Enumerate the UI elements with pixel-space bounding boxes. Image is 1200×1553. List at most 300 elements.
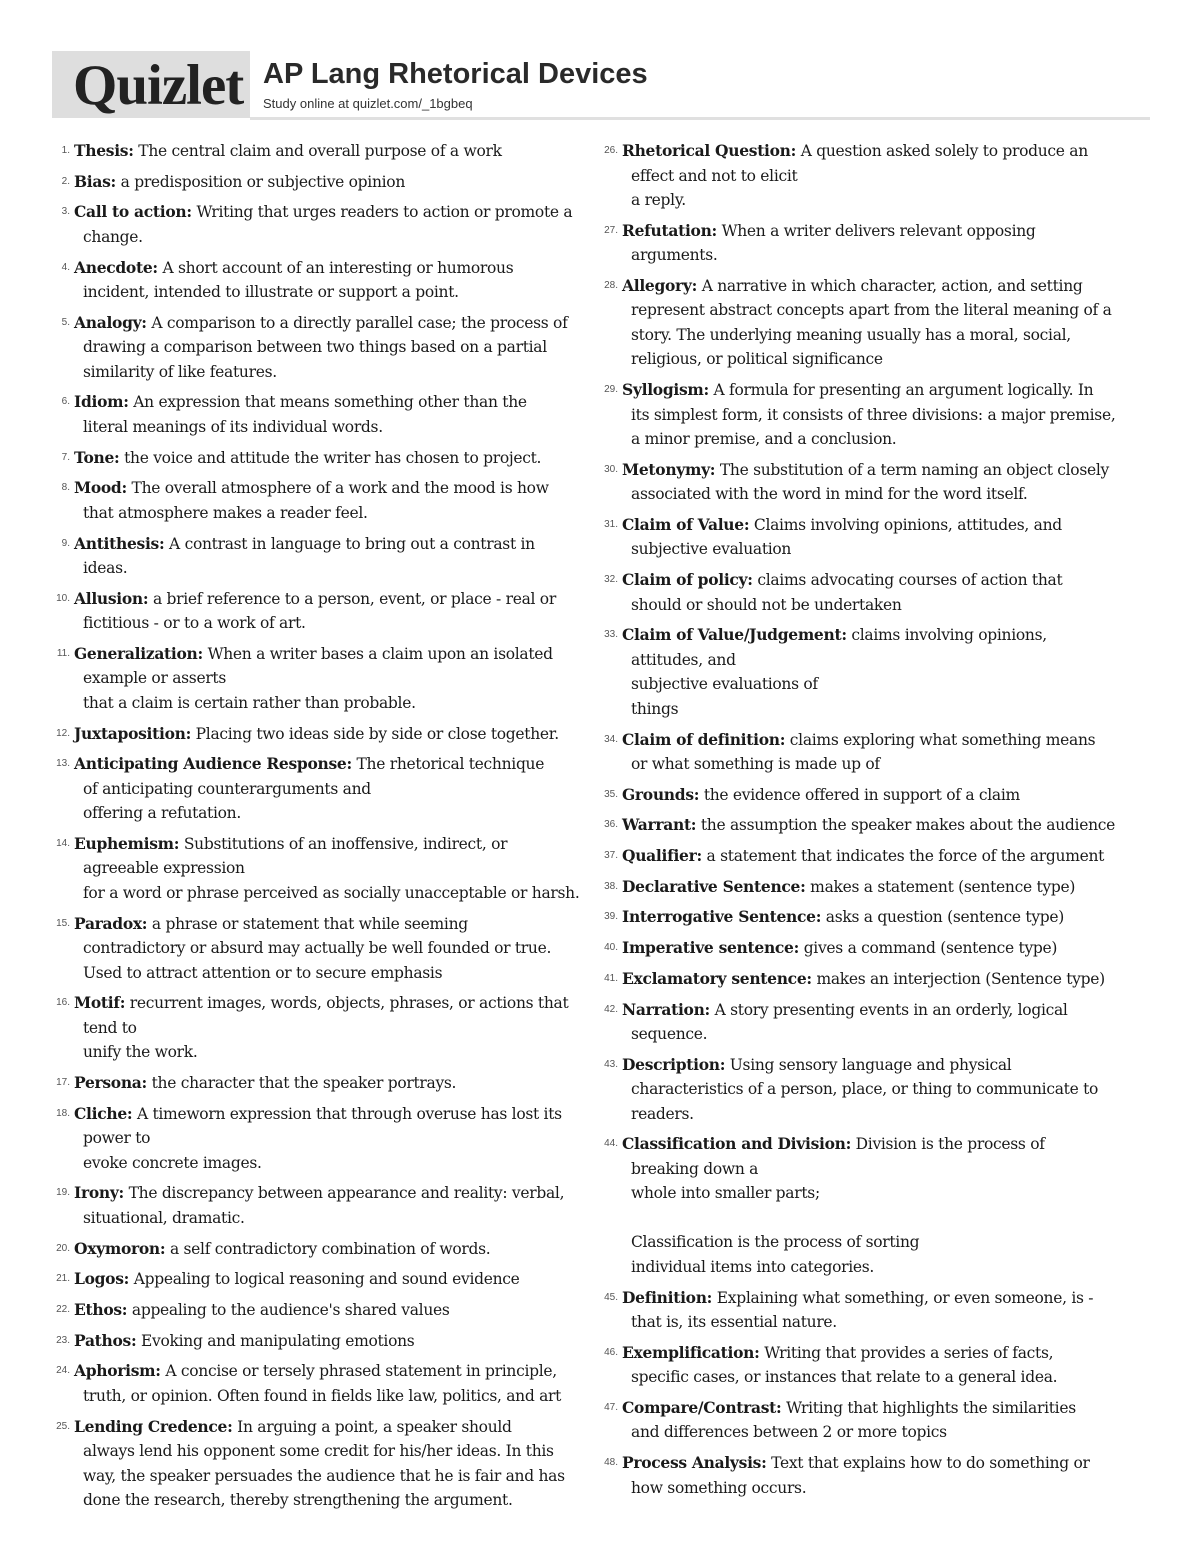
term-name: Claim of Value/Judgement: xyxy=(622,625,847,645)
entry-number: 36. xyxy=(604,819,618,831)
term-entry xyxy=(598,378,1158,452)
term-name: Pathos: xyxy=(74,1330,137,1350)
entry-body xyxy=(622,998,1158,1047)
term-name: Description: xyxy=(622,1054,726,1074)
term-entry xyxy=(50,1267,590,1292)
term-definition: a predisposition or subjective opinion xyxy=(120,172,406,191)
entry-body xyxy=(622,458,1158,507)
entry-number: 13. xyxy=(56,758,70,770)
term-definition: The overall atmosphere of a work and the mood is how xyxy=(131,479,549,498)
term-definition: a brief reference to a person, event, or place - real or xyxy=(152,589,556,608)
entry-number: 23. xyxy=(56,1334,70,1346)
term-entry xyxy=(50,139,590,164)
entry-first-line xyxy=(622,875,1158,900)
term-entry xyxy=(598,568,1158,617)
entry-first-line xyxy=(622,844,1158,869)
term-definition: claims advocating courses of action that xyxy=(757,571,1063,590)
entry-number: 43. xyxy=(604,1058,618,1070)
entry-body xyxy=(74,722,590,747)
entry-continuation-line: things xyxy=(631,699,679,718)
entry-continuation-line: individual items into categories. xyxy=(631,1257,875,1276)
entry-number: 15. xyxy=(56,917,70,929)
term-entry xyxy=(598,728,1158,777)
entry-continuation-line: arguments. xyxy=(631,246,718,265)
entry-number: 29. xyxy=(604,384,618,396)
entry-continuation-line: characteristics of a person, place, or thing to communicate to xyxy=(631,1080,1099,1099)
entry-first-line xyxy=(622,513,1158,538)
entry-continuation-line: for a word or phrase perceived as socially unacceptable or harsh. xyxy=(83,883,580,902)
term-name: Syllogism: xyxy=(622,380,709,400)
entry-number: 30. xyxy=(604,463,618,475)
entry-number: 32. xyxy=(604,574,618,586)
entry-first-line xyxy=(622,905,1158,930)
entry-continuation-line: that a claim is certain rather than probable. xyxy=(83,693,416,712)
term-name: Irony: xyxy=(74,1183,124,1203)
entry-first-line xyxy=(622,139,1158,164)
term-name: Aphorism: xyxy=(74,1361,161,1381)
entry-continuation-line: subjective evaluation xyxy=(631,540,792,559)
term-name: Rhetorical Question: xyxy=(622,141,797,160)
entry-number: 6. xyxy=(61,396,70,408)
entry-body xyxy=(622,967,1158,992)
entry-number: 41. xyxy=(604,972,618,984)
term-definition: The substitution of a term naming an object closely xyxy=(719,460,1109,479)
entry-body xyxy=(622,936,1158,961)
entry-first-line xyxy=(74,912,590,937)
entry-continuation-line: of anticipating counterarguments and xyxy=(83,779,371,798)
entry-first-line xyxy=(622,378,1158,403)
term-entry xyxy=(598,1451,1158,1500)
entry-first-line xyxy=(74,1329,590,1354)
term-name: Qualifier: xyxy=(622,846,702,866)
term-name: Definition: xyxy=(622,1287,713,1307)
term-definition: Explaining what something, or even someone, is - xyxy=(716,1288,1094,1307)
entry-first-line xyxy=(74,139,590,164)
entry-first-line xyxy=(622,967,1158,992)
entry-number: 38. xyxy=(604,880,618,892)
entry-first-line xyxy=(74,1071,590,1096)
entry-number: 28. xyxy=(604,279,618,291)
entry-body xyxy=(622,783,1158,808)
entry-continuation-line: Used to attract attention or to secure emphasis xyxy=(83,963,443,982)
entry-continuation-line: that is, its essential nature. xyxy=(631,1313,837,1332)
entry-body xyxy=(74,1329,590,1354)
entry-first-line xyxy=(622,623,1158,648)
term-entry xyxy=(598,1053,1158,1127)
entry-continuation-line: effect and not to elicit xyxy=(631,166,798,185)
entry-number: 48. xyxy=(604,1457,618,1469)
entry-body xyxy=(622,728,1158,777)
term-entry xyxy=(598,219,1158,268)
term-entry xyxy=(598,998,1158,1047)
term-name: Interrogative Sentence: xyxy=(622,907,822,927)
entry-continuation-line: or what something is made up of xyxy=(631,755,880,773)
entry-body xyxy=(622,568,1158,617)
term-definition: Writing that urges readers to action or promote a xyxy=(196,203,573,222)
term-name: Generalization: xyxy=(74,643,203,663)
entry-first-line xyxy=(622,1132,1158,1157)
entry-body xyxy=(622,378,1158,452)
entry-body xyxy=(74,1298,590,1323)
term-name: Claim of definition: xyxy=(622,729,786,749)
entry-first-line xyxy=(74,1298,590,1323)
entry-body xyxy=(74,832,590,906)
entry-first-line xyxy=(74,1181,590,1206)
entry-body xyxy=(622,274,1158,372)
entry-body xyxy=(622,813,1158,838)
entry-number: 18. xyxy=(56,1107,70,1119)
header-divider xyxy=(250,117,1150,120)
entry-continuation-line: specific cases, or instances that relate to a general idea. xyxy=(631,1368,1058,1387)
term-entry xyxy=(50,256,590,305)
entry-continuation-line: readers. xyxy=(631,1104,694,1123)
term-entry xyxy=(50,1102,590,1176)
entry-body xyxy=(74,200,590,249)
term-entry xyxy=(598,274,1158,372)
entry-first-line xyxy=(74,752,590,777)
term-entry xyxy=(50,1359,590,1408)
entry-body xyxy=(622,1132,1158,1279)
term-definition: A short account of an interesting or humorous xyxy=(162,258,514,277)
entry-number: 42. xyxy=(604,1003,618,1015)
term-definition: A narrative in which character, action, and setting xyxy=(701,276,1083,295)
term-definition: claims exploring what something means xyxy=(789,730,1096,749)
term-name: Declarative Sentence: xyxy=(622,876,806,896)
entry-body xyxy=(74,1181,590,1230)
term-definition: When a writer bases a claim upon an isolated xyxy=(207,644,553,663)
entry-number: 12. xyxy=(56,727,70,739)
entry-continuation-line: example or asserts xyxy=(83,669,227,688)
term-entry xyxy=(50,200,590,249)
term-entry xyxy=(598,783,1158,808)
entry-number: 4. xyxy=(61,261,70,273)
quizlet-logo: Quizlet xyxy=(73,54,244,117)
term-definition: the character that the speaker portrays. xyxy=(151,1074,457,1092)
term-definition: An expression that means something other than the xyxy=(133,393,527,412)
entry-number: 3. xyxy=(61,206,70,218)
right-column xyxy=(598,139,1158,1500)
entry-first-line xyxy=(74,1359,590,1384)
term-name: Anticipating Audience Response: xyxy=(74,754,352,774)
term-entry xyxy=(598,458,1158,507)
entry-continuation-line: offering a refutation. xyxy=(83,804,241,823)
term-name: Euphemism: xyxy=(74,833,180,853)
term-entry xyxy=(598,1286,1158,1335)
entry-number: 46. xyxy=(604,1346,618,1358)
term-entry xyxy=(50,991,590,1065)
entry-number: 44. xyxy=(604,1138,618,1150)
term-entry xyxy=(50,1415,590,1513)
entry-number: 11. xyxy=(56,647,70,659)
entry-number: 7. xyxy=(61,451,70,463)
entry-first-line xyxy=(74,1267,590,1292)
entry-continuation-line: sequence. xyxy=(631,1025,708,1043)
entry-body xyxy=(74,991,590,1065)
term-definition: A concise or tersely phrased statement in principle, xyxy=(165,1362,557,1381)
term-entry xyxy=(50,722,590,747)
term-name: Allegory: xyxy=(622,275,698,295)
entry-continuation-line: truth, or opinion. Often found in fields like law, politics, and art xyxy=(83,1386,562,1405)
entry-continuation-line: drawing a comparison between two things based on a partial xyxy=(83,338,547,357)
entry-first-line xyxy=(74,722,590,747)
entry-continuation-line: should or should not be undertaken xyxy=(631,595,902,614)
entry-continuation-line: power to xyxy=(83,1129,151,1148)
term-definition: Evoking and manipulating emotions xyxy=(141,1331,415,1350)
entry-number: 24. xyxy=(56,1365,70,1377)
entry-continuation-line: evoke concrete images. xyxy=(83,1153,262,1172)
entry-body xyxy=(74,476,590,525)
entry-number: 47. xyxy=(604,1401,618,1413)
entry-continuation-line: whole into smaller parts; xyxy=(631,1184,820,1203)
entry-first-line xyxy=(74,311,590,336)
term-entry xyxy=(598,813,1158,838)
entry-body xyxy=(74,752,590,826)
entry-first-line xyxy=(74,587,590,612)
term-name: Imperative sentence: xyxy=(622,938,800,958)
term-definition: Claims involving opinions, attitudes, and xyxy=(753,515,1062,534)
term-definition: claims involving opinions, xyxy=(851,626,1047,645)
entry-first-line xyxy=(622,1396,1158,1421)
entry-continuation-line: way, the speaker persuades the audience that he is fair and has xyxy=(83,1466,565,1485)
entry-first-line xyxy=(74,170,590,195)
entry-number: 27. xyxy=(604,224,618,236)
term-definition: recurrent images, words, objects, phrases, or actions that xyxy=(129,994,569,1013)
term-definition: Division is the process of xyxy=(855,1135,1045,1154)
term-definition: A comparison to a directly parallel case; the process of xyxy=(151,313,568,332)
term-name: Idiom: xyxy=(74,392,129,412)
entry-first-line xyxy=(622,458,1158,483)
entry-number: 22. xyxy=(56,1303,70,1315)
term-entry xyxy=(598,513,1158,562)
entry-body xyxy=(74,1071,590,1096)
document-title: AP Lang Rhetorical Devices xyxy=(263,58,648,90)
entry-first-line xyxy=(74,1237,590,1262)
entry-first-line xyxy=(74,476,590,501)
term-entry xyxy=(598,1396,1158,1445)
term-definition: Writing that highlights the similarities xyxy=(786,1398,1076,1417)
entry-number: 9. xyxy=(61,537,70,549)
entry-body xyxy=(622,875,1158,900)
entry-first-line xyxy=(74,446,590,471)
term-entry xyxy=(50,642,590,716)
entry-first-line xyxy=(622,1341,1158,1366)
entry-first-line xyxy=(622,936,1158,961)
entry-body xyxy=(622,513,1158,562)
term-name: Antithesis: xyxy=(74,533,165,553)
term-entry xyxy=(598,936,1158,961)
entry-body xyxy=(74,1415,590,1513)
entry-body xyxy=(622,1053,1158,1127)
term-name: Compare/Contrast: xyxy=(622,1397,782,1417)
term-definition: Substitutions of an inoffensive, indirect, or xyxy=(183,834,508,853)
term-name: Tone: xyxy=(74,447,120,467)
term-entry xyxy=(50,532,590,581)
term-definition: A story presenting events in an orderly, logical xyxy=(714,1000,1068,1019)
entry-continuation-line: attitudes, and xyxy=(631,650,736,669)
entry-body xyxy=(622,844,1158,869)
entry-continuation-line: always lend his opponent some credit for his/her ideas. In this xyxy=(83,1442,554,1460)
entry-number: 39. xyxy=(604,911,618,923)
term-name: Motif: xyxy=(74,993,126,1013)
term-entry xyxy=(598,967,1158,992)
entry-number: 21. xyxy=(56,1273,70,1285)
term-name: Ethos: xyxy=(74,1299,128,1319)
entry-continuation-line: a reply. xyxy=(631,191,686,209)
entry-body xyxy=(622,1341,1158,1390)
entry-body xyxy=(74,446,590,471)
entry-number: 31. xyxy=(604,518,618,530)
term-definition: appealing to the audience's shared values xyxy=(131,1300,450,1319)
term-entry xyxy=(50,1298,590,1323)
entry-first-line xyxy=(74,532,590,557)
term-name: Warrant: xyxy=(622,815,697,835)
entry-body xyxy=(74,642,590,716)
term-definition: Writing that provides a series of facts, xyxy=(764,1343,1054,1362)
entry-body xyxy=(74,256,590,305)
entry-body xyxy=(622,1451,1158,1500)
entry-continuation-line: done the research, thereby strengthening the argument. xyxy=(83,1491,513,1509)
entry-body xyxy=(622,905,1158,930)
entry-body xyxy=(74,1102,590,1176)
term-definition: the evidence offered in support of a claim xyxy=(703,785,1020,804)
entry-continuation-line: literal meanings of its individual words. xyxy=(83,417,383,436)
term-name: Call to action: xyxy=(74,202,192,222)
entry-body xyxy=(74,1267,590,1292)
entry-number: 45. xyxy=(604,1291,618,1303)
entry-continuation-line: how something occurs. xyxy=(631,1478,807,1497)
entry-first-line xyxy=(622,728,1158,753)
term-entry xyxy=(50,311,590,385)
term-name: Anecdote: xyxy=(74,257,158,277)
term-entry xyxy=(50,390,590,439)
entry-number: 1. xyxy=(61,145,70,156)
term-name: Exclamatory sentence: xyxy=(622,968,812,988)
term-entry xyxy=(598,139,1158,213)
entry-first-line xyxy=(74,390,590,415)
term-entry xyxy=(50,170,590,195)
entry-body xyxy=(622,139,1158,213)
entry-number: 2. xyxy=(61,175,70,187)
entry-first-line xyxy=(622,568,1158,593)
entry-continuation-line: religious, or political significance xyxy=(631,350,883,369)
term-definition: makes an interjection (Sentence type) xyxy=(816,969,1105,988)
term-definition: a statement that indicates the force of the argument xyxy=(706,847,1105,866)
entry-number: 16. xyxy=(56,997,70,1009)
entry-continuation-line: a minor premise, and a conclusion. xyxy=(631,430,897,449)
entry-continuation-line: contradictory or absurd may actually be well founded or true. xyxy=(83,939,552,958)
term-entry xyxy=(50,752,590,826)
entry-body xyxy=(74,587,590,636)
term-entry xyxy=(598,875,1158,900)
entry-body xyxy=(74,532,590,581)
term-name: Oxymoron: xyxy=(74,1238,166,1258)
term-entry xyxy=(598,1341,1158,1390)
entry-first-line xyxy=(622,1286,1158,1311)
term-name: Logos: xyxy=(74,1269,130,1289)
term-name: Refutation: xyxy=(622,220,717,240)
term-name: Allusion: xyxy=(74,588,149,608)
term-entry xyxy=(598,844,1158,869)
entry-number: 14. xyxy=(56,837,70,849)
entry-body xyxy=(74,170,590,195)
entry-number: 19. xyxy=(56,1187,70,1199)
term-entry xyxy=(50,587,590,636)
entry-number: 8. xyxy=(61,482,70,494)
term-entry xyxy=(50,832,590,906)
term-name: Lending Credence: xyxy=(74,1416,233,1436)
entry-continuation-line: ideas. xyxy=(83,559,128,577)
entry-body xyxy=(622,623,1158,721)
term-definition: the voice and attitude the writer has chosen to project. xyxy=(124,448,542,467)
term-entry xyxy=(50,476,590,525)
entry-first-line xyxy=(74,642,590,667)
entry-body xyxy=(622,1396,1158,1445)
term-definition: A timeworn expression that through overuse has lost its xyxy=(136,1104,562,1123)
entry-continuation-line: change. xyxy=(83,227,143,246)
entry-body xyxy=(622,219,1158,268)
entry-continuation-line: tend to xyxy=(83,1018,137,1037)
term-definition: A formula for presenting an argument logically. In xyxy=(713,381,1094,400)
entry-first-line xyxy=(74,1102,590,1127)
entry-first-line xyxy=(74,1415,590,1440)
entry-first-line xyxy=(622,1451,1158,1476)
term-definition: When a writer delivers relevant opposing xyxy=(721,221,1036,240)
entry-number: 25. xyxy=(56,1420,70,1432)
term-name: Mood: xyxy=(74,478,127,498)
entry-number: 5. xyxy=(61,316,70,328)
entry-number: 37. xyxy=(604,850,618,862)
entry-body xyxy=(74,390,590,439)
term-entry xyxy=(50,1181,590,1230)
term-definition: A question asked solely to produce an xyxy=(800,142,1088,160)
term-definition: Using sensory language and physical xyxy=(729,1055,1012,1074)
entry-continuation-line: Classification is the process of sorting xyxy=(631,1233,920,1252)
term-definition: The discrepancy between appearance and reality: verbal, xyxy=(128,1184,565,1203)
term-entry xyxy=(598,623,1158,721)
entry-continuation-line: story. The underlying meaning usually has a moral, social, xyxy=(631,325,1071,344)
entry-body xyxy=(74,912,590,986)
entry-first-line xyxy=(622,219,1158,244)
term-name: Analogy: xyxy=(74,312,147,332)
term-definition: a self contradictory combination of words. xyxy=(169,1239,491,1258)
term-name: Cliche: xyxy=(74,1103,133,1123)
term-entry xyxy=(50,1071,590,1096)
term-name: Thesis: xyxy=(74,141,134,160)
term-entry xyxy=(598,905,1158,930)
entry-number: 33. xyxy=(604,629,618,641)
term-definition: The central claim and overall purpose of a work xyxy=(138,142,502,160)
document-subtitle: Study online at quizlet.com/_1bgbeq xyxy=(263,96,473,111)
term-entry xyxy=(50,1237,590,1262)
entry-body xyxy=(74,1359,590,1408)
term-name: Claim of Value: xyxy=(622,514,750,534)
term-name: Metonymy: xyxy=(622,459,716,479)
entry-number: 40. xyxy=(604,942,618,954)
entry-first-line xyxy=(622,998,1158,1023)
term-entry xyxy=(50,1329,590,1354)
left-column xyxy=(50,139,590,1513)
entry-continuation-line xyxy=(622,1206,1158,1231)
term-name: Narration: xyxy=(622,999,710,1019)
entry-continuation-line: that atmosphere makes a reader feel. xyxy=(83,503,368,522)
entry-body xyxy=(622,1286,1158,1335)
term-name: Classification and Division: xyxy=(622,1134,852,1154)
entry-number: 35. xyxy=(604,788,618,800)
entry-number: 17. xyxy=(56,1077,70,1088)
entry-continuation-line: and differences between 2 or more topics xyxy=(631,1423,947,1442)
entry-first-line xyxy=(622,274,1158,299)
term-name: Process Analysis: xyxy=(622,1453,767,1473)
